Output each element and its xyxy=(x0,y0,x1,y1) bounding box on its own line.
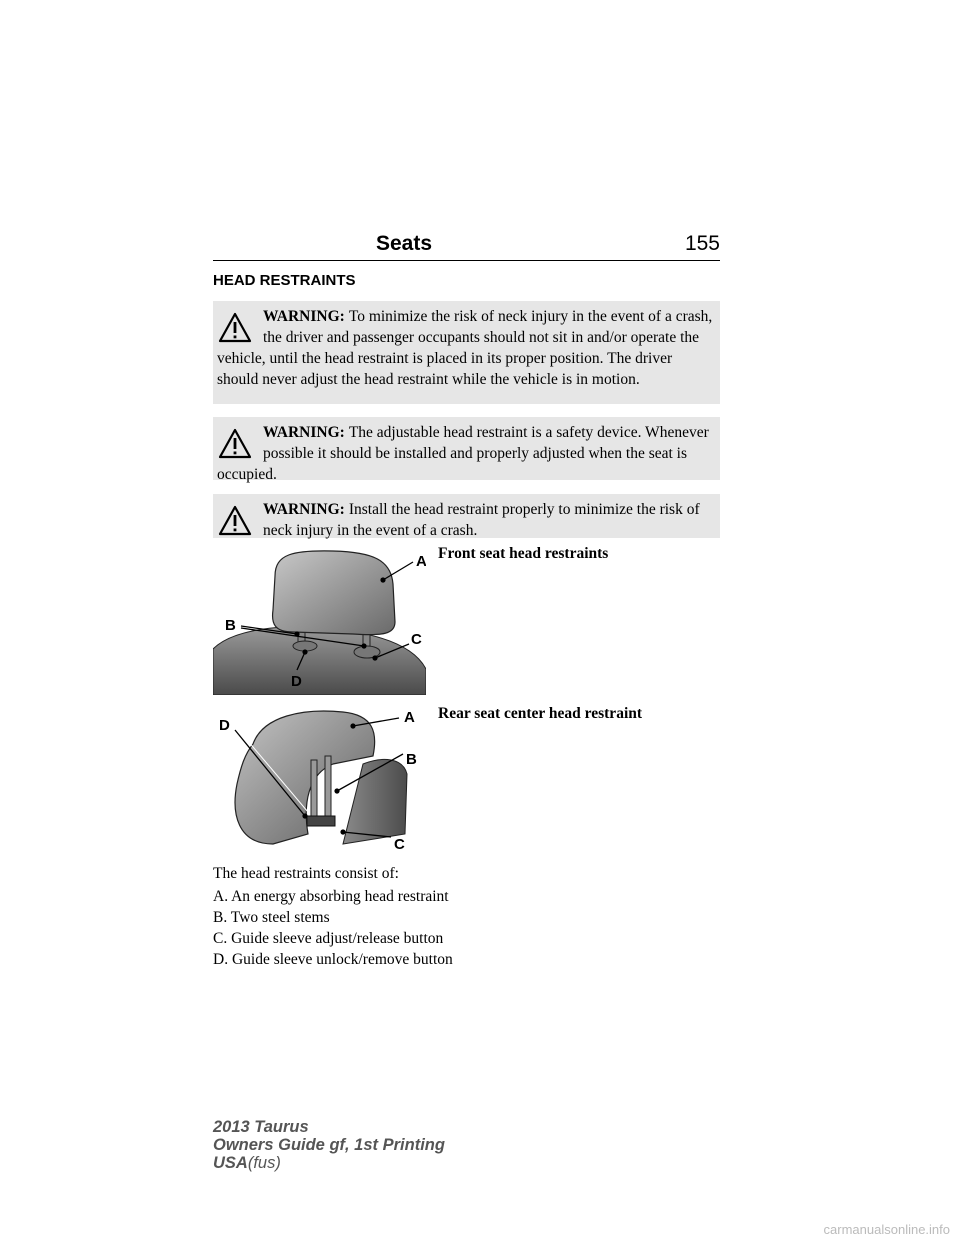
warning-text: The adjustable head restraint is a safety device. Whenever possible it should be installed and properly adjusted when the seat is occupied. xyxy=(217,424,709,483)
front-figure-caption: Front seat head restraints xyxy=(438,545,609,562)
document-footer xyxy=(213,1118,445,1172)
warning-text: To minimize the risk of neck injury in the event of a crash, the driver and passenger occupants should not sit in and/or operate the vehicle, until the head restraint is placed in its proper position. The driver should never adjust the head restraint while the vehicle is in motion. xyxy=(217,308,713,388)
warning-box-2 xyxy=(213,417,720,483)
intro-text: The head restraints consist of: xyxy=(213,865,399,882)
page-header xyxy=(213,230,720,261)
warning-text: Install the head restraint properly to minimize the risk of neck injury in the event of a crash. xyxy=(263,501,700,539)
warning-label: WARNING: xyxy=(263,501,345,518)
callout-a: A xyxy=(416,553,426,570)
callout-d: D xyxy=(291,673,302,690)
footer-edition: Owners Guide gf, 1st Printing xyxy=(213,1136,445,1154)
warning-box-1 xyxy=(213,301,720,404)
callout-a: A xyxy=(404,709,415,726)
callout-b: B xyxy=(225,617,236,634)
footer-region: USA xyxy=(213,1154,248,1172)
warning-label: WARNING: xyxy=(263,424,345,441)
section-title: HEAD RESTRAINTS xyxy=(213,272,356,289)
callout-c: C xyxy=(394,836,405,853)
warning-triangle-icon xyxy=(217,424,253,464)
warning-label: WARNING: xyxy=(263,308,345,325)
rear-figure-caption: Rear seat center head restraint xyxy=(438,705,643,722)
front-head-restraint-figure xyxy=(213,544,426,695)
footer-region-code: (fus) xyxy=(247,1154,281,1172)
list-item: D. Guide sleeve unlock/remove button xyxy=(213,951,453,968)
list-item: C. Guide sleeve adjust/release button xyxy=(213,930,444,947)
list-item: B. Two steel stems xyxy=(213,909,330,926)
callout-b: B xyxy=(406,751,417,768)
rear-head-restraint-figure xyxy=(213,704,426,860)
list-item: A. An energy absorbing head restraint xyxy=(213,888,449,905)
watermark: carmanualsonline.info xyxy=(823,1222,950,1237)
warning-triangle-icon xyxy=(217,501,253,541)
page-number: 155 xyxy=(684,232,720,255)
callout-c: C xyxy=(411,631,422,648)
warning-triangle-icon xyxy=(217,308,253,348)
footer-model: 2013 Taurus xyxy=(213,1118,309,1136)
callout-d: D xyxy=(219,717,230,734)
component-list xyxy=(213,886,453,970)
chapter-title: Seats xyxy=(376,232,433,255)
warning-box-3 xyxy=(213,494,720,538)
